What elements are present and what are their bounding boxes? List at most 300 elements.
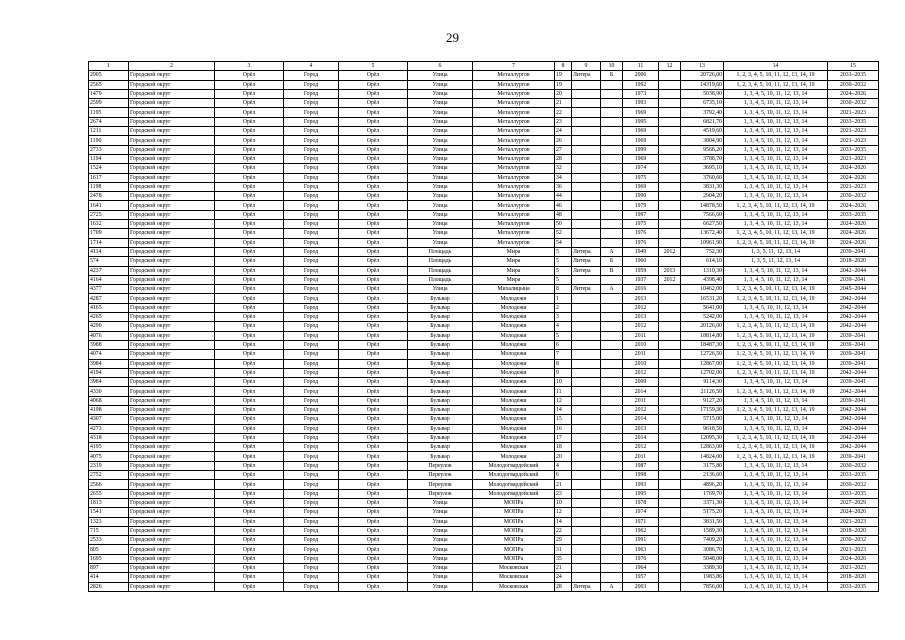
table-cell [659,471,681,480]
table-cell [572,99,601,108]
header-cell: 7 [473,62,555,71]
table-cell: 26 [555,136,572,145]
table-cell: Орёл [215,489,284,498]
table-cell: Бульвар [408,331,473,340]
table-cell: Городской округ [129,285,215,294]
table-cell: Литера [572,285,601,294]
table-cell: Металлургов [473,80,555,89]
table-cell: 1, 2, 3, 4, 5, 10, 11, 12, 13, 14, 19 [724,405,828,414]
table-cell [659,108,681,117]
table-row [89,117,879,126]
table-cell: Орёл [339,471,408,480]
table-cell [601,396,623,405]
header-cell: 1 [89,62,129,71]
table-cell [572,173,601,182]
table-cell [572,220,601,229]
table-cell: Орёл [215,452,284,461]
table-cell: Город [284,433,339,442]
table-row [89,164,879,173]
table-cell: 1974 [623,164,659,173]
table-cell: 20726,00 [681,71,724,80]
table-cell: 1995 [623,117,659,126]
table-cell: Улица [408,145,473,154]
header-cell: 6 [408,62,473,71]
table-cell [659,508,681,517]
table-cell: Орёл [339,582,408,591]
table-cell: 1979 [623,201,659,210]
table-cell: Орёл [339,182,408,191]
table-cell: Орёл [215,498,284,507]
table-cell: 1, 3, 4, 5, 10, 11, 12, 13, 14 [724,210,828,219]
table-cell: 23 [555,117,572,126]
table-cell: Бульвар [408,294,473,303]
table-cell [659,99,681,108]
table-cell: Металлургов [473,108,555,117]
table-cell: 1, 2, 3, 4, 5, 10, 11, 12, 13, 14, 19 [724,350,828,359]
table-cell: 2012 [659,247,681,256]
table-cell: 9127,20 [681,396,724,405]
table-cell: 3831,30 [681,182,724,191]
table-cell [659,387,681,396]
table-cell [572,573,601,582]
table-cell: Городской округ [129,368,215,377]
table-cell: Бульвар [408,396,473,405]
table-cell: Орёл [339,117,408,126]
table-cell [572,275,601,284]
table-cell: Орёл [339,378,408,387]
table-cell: 2042–2044 [828,294,879,303]
table-cell: Городской округ [129,433,215,442]
table-cell: Площадь [408,257,473,266]
table-cell: 21 [555,564,572,573]
table-cell: Городской округ [129,266,215,275]
table-cell: 1, 3, 4, 5, 10, 11, 12, 13, 14 [724,508,828,517]
table-cell [659,545,681,554]
table-cell: 54 [555,238,572,247]
table-cell: Молодежи [473,368,555,377]
table-cell: Орёл [339,359,408,368]
table-cell: 9 [555,368,572,377]
table-cell: 4076 [89,331,129,340]
table-cell: 5641,00 [681,303,724,312]
table-cell: 1714 [89,238,129,247]
table-row [89,508,879,517]
table-cell: Площадь [408,275,473,284]
table-cell: 2136,60 [681,471,724,480]
table-cell [601,340,623,349]
table-cell [572,229,601,238]
table-cell: Город [284,127,339,136]
table-cell [572,536,601,545]
table-cell: 1, 2, 3, 4, 5, 10, 11, 12, 13, 14, 19 [724,443,828,452]
table-cell: 1, 3, 4, 5, 10, 11, 12, 13, 14 [724,117,828,126]
table-cell: Город [284,154,339,163]
table-cell: Бульвар [408,433,473,442]
table-cell: Переулок [408,471,473,480]
table-cell: 805 [89,545,129,554]
table-cell: Городской округ [129,89,215,98]
table-cell: 10961,90 [681,238,724,247]
table-cell: Московская [473,564,555,573]
table-cell [601,378,623,387]
table-cell: 2039–2041 [828,350,879,359]
table-cell: Орёл [339,285,408,294]
table-cell: 34 [555,173,572,182]
table-cell: 1999 [623,145,659,154]
table-cell: Улица [408,117,473,126]
table-row [89,257,879,266]
table-cell: 1, 3, 4, 5, 10, 11, 12, 13, 14 [724,536,828,545]
table-cell [659,526,681,535]
table-cell: Город [284,424,339,433]
table-cell: 3804,90 [681,136,724,145]
table-row [89,489,879,498]
header-cell: 14 [724,62,828,71]
table-cell: 3695,10 [681,164,724,173]
table-cell: 4068 [89,396,129,405]
table-cell: Город [284,461,339,470]
table-cell: Улица [408,238,473,247]
header-row [89,62,879,71]
table-cell: Улица [408,108,473,117]
table-cell: 50 [555,220,572,229]
table-row [89,526,879,535]
table-row [89,266,879,275]
table-cell [572,378,601,387]
table-cell: Бульвар [408,303,473,312]
table-row [89,480,879,489]
table-row [89,322,879,331]
table-row [89,340,879,349]
table-cell [572,136,601,145]
table-cell: Городской округ [129,489,215,498]
table-cell [601,545,623,554]
table-cell: 1983,86 [681,573,724,582]
table-cell: 4307 [89,415,129,424]
table-row [89,471,879,480]
table-cell: Улица [408,285,473,294]
table-cell [601,480,623,489]
table-cell: Орёл [215,164,284,173]
table-cell [572,340,601,349]
table-cell: Орёл [215,368,284,377]
table-row [89,192,879,201]
table-cell: 2042–2044 [828,266,879,275]
table-row [89,127,879,136]
table-cell: МОПРа [473,545,555,554]
table-cell: 2905 [89,71,129,80]
table-cell: Металлургов [473,136,555,145]
table-cell: 2042–2044 [828,405,879,414]
table-cell: Орёл [339,136,408,145]
table-row [89,424,879,433]
table-cell: 1957 [623,573,659,582]
table-cell: Городской округ [129,405,215,414]
table-cell: Городской округ [129,350,215,359]
table-cell: Орёл [339,89,408,98]
table-row [89,285,879,294]
table-cell: 1198 [89,182,129,191]
table-cell: 12 [555,396,572,405]
table-cell: 4896,20 [681,480,724,489]
table-cell: 1195 [89,108,129,117]
table-cell [601,108,623,117]
table-cell: 1813 [89,498,129,507]
table-cell: 1, 3, 4, 5, 10, 11, 12, 13, 14 [724,173,828,182]
table-cell: Улица [408,127,473,136]
table-row [89,201,879,210]
table-cell: 5 [555,331,572,340]
table-cell: Городской округ [129,508,215,517]
table-cell: Орёл [339,415,408,424]
table-cell: Город [284,489,339,498]
table-cell: Городской округ [129,220,215,229]
table-cell: 2478 [89,192,129,201]
table-cell: 4165 [89,303,129,312]
table-cell: 1, 3, 4, 5, 10, 11, 12, 13, 14 [724,526,828,535]
table-cell: 2674 [89,117,129,126]
table-cell: Городской округ [129,71,215,80]
header-cell: 11 [623,62,659,71]
table-cell [601,433,623,442]
table-cell: 5 [555,257,572,266]
table-cell [572,294,601,303]
table-cell: 1959 [623,266,659,275]
table-cell: 17159,30 [681,405,724,414]
table-cell: 1524 [89,164,129,173]
table-row [89,145,879,154]
table-cell: 20126,00 [681,322,724,331]
header-cell: 5 [339,62,408,71]
table-cell [601,489,623,498]
table-cell: 1, 3, 4, 5, 10, 11, 12, 13, 14 [724,471,828,480]
table-cell [659,517,681,526]
header-cell: 12 [659,62,681,71]
table-cell: Орёл [339,498,408,507]
table-cell [601,564,623,573]
table-cell: Орёл [339,220,408,229]
table-cell: Городской округ [129,564,215,573]
table-cell: Орёл [215,285,284,294]
table-cell [601,405,623,414]
table-cell: 1 [555,294,572,303]
table-cell: 4318 [89,433,129,442]
header-cell: 2 [129,62,215,71]
table-cell: Переулок [408,489,473,498]
table-cell [601,164,623,173]
table-cell: 4114 [89,247,129,256]
table-row [89,517,879,526]
table-cell [572,303,601,312]
table-cell: Орёл [215,192,284,201]
table-cell: Орёл [339,108,408,117]
table-cell: 12867,00 [681,359,724,368]
table-cell [659,461,681,470]
table-cell: А [601,285,623,294]
table-cell: 2033–2035 [828,71,879,80]
table-cell: Бульвар [408,387,473,396]
table-cell: 1, 3, 4, 5, 10, 11, 12, 13, 14 [724,396,828,405]
table-cell: 1, 2, 3, 4, 5, 10, 11, 12, 13, 14, 19 [724,71,828,80]
table-cell: Орёл [339,387,408,396]
table-cell: Бульвар [408,424,473,433]
table-cell: 1641 [89,201,129,210]
table-cell: Орёл [215,415,284,424]
table-cell: Городской округ [129,322,215,331]
table-cell [601,80,623,89]
table-cell: Улица [408,220,473,229]
table-cell: Орёл [215,387,284,396]
table-cell: 2039–2041 [828,331,879,340]
table-cell: Улица [408,564,473,573]
table-cell: 2024–2026 [828,220,879,229]
table-cell: 17 [555,433,572,442]
table-cell: 4164 [89,275,129,284]
table-cell: Орёл [215,108,284,117]
table-cell [659,164,681,173]
table-cell: Литера [572,71,601,80]
table-cell: Город [284,526,339,535]
table-cell: 22 [555,108,572,117]
table-cell: 1632 [89,220,129,229]
table-row [89,564,879,573]
table-cell: 2021–2023 [828,154,879,163]
table-cell: 1211 [89,127,129,136]
table-row [89,154,879,163]
table-cell: 2021–2023 [828,136,879,145]
table-cell: 2039–2041 [828,359,879,368]
table-cell: 752,30 [681,247,724,256]
table-cell: 2033–2035 [828,117,879,126]
table-cell: 4377 [89,285,129,294]
table-cell: Металлургов [473,164,555,173]
table-cell: Город [284,210,339,219]
table-cell: Городской округ [129,154,215,163]
table-row [89,238,879,247]
table-cell: 23 [555,489,572,498]
table-cell: 2030–2032 [828,80,879,89]
table-cell: 18814,80 [681,331,724,340]
table-cell: 8 [555,359,572,368]
table-cell: Городской округ [129,331,215,340]
table-cell: Город [284,285,339,294]
table-cell: 6 [555,471,572,480]
table-cell: Орёл [215,405,284,414]
table-cell: Орёл [215,526,284,535]
table-cell [572,508,601,517]
table-cell [601,201,623,210]
table-cell: Мира [473,266,555,275]
table-row [89,80,879,89]
table-cell: Орёл [215,201,284,210]
table-cell: Металлургов [473,154,555,163]
table-cell: Орёл [215,424,284,433]
table-cell: 1, 3, 4, 5, 10, 11, 12, 13, 14 [724,461,828,470]
table-cell: Бульвар [408,313,473,322]
table-cell: 1969 [623,182,659,191]
table-cell: Город [284,173,339,182]
table-cell [572,350,601,359]
table-cell: Город [284,452,339,461]
table-cell: Город [284,71,339,80]
table-cell: 2024–2026 [828,201,879,210]
table-cell: Город [284,554,339,563]
table-cell: 2042–2044 [828,424,879,433]
table-cell: Мира [473,257,555,266]
table-cell: 5 [555,266,572,275]
table-cell [572,517,601,526]
table-cell [659,257,681,266]
table-cell: 1962 [623,526,659,535]
table-cell: Городской округ [129,201,215,210]
table-cell [659,331,681,340]
table-cell: МОПРа [473,536,555,545]
table-cell: Город [284,201,339,210]
table-cell: Орёл [215,275,284,284]
table-cell: Улица [408,154,473,163]
table-row [89,433,879,442]
table-cell: Город [284,331,339,340]
table-cell: Городской округ [129,313,215,322]
header-cell: 13 [681,62,724,71]
table-cell: 1990 [623,192,659,201]
table-cell: Орёл [339,275,408,284]
table-cell: 2042–2044 [828,387,879,396]
table-cell: 1997 [623,210,659,219]
table-cell: 31 [555,545,572,554]
table-cell: 2024–2026 [828,89,879,98]
table-cell [572,433,601,442]
table-cell: 2013 [623,424,659,433]
table-cell [572,154,601,163]
table-cell: 1, 2, 3, 4, 5, 10, 11, 12, 13, 14, 19 [724,331,828,340]
table-cell: Город [284,145,339,154]
table-cell: Молодежи [473,340,555,349]
table-cell: 1, 3, 4, 5, 10, 11, 12, 13, 14 [724,192,828,201]
table-cell [659,89,681,98]
table-cell: 2030–2032 [828,192,879,201]
table-cell [572,545,601,554]
table-cell: 4074 [89,350,129,359]
table-cell [572,164,601,173]
table-cell: 3792,40 [681,108,724,117]
table-cell: 19 [555,71,572,80]
table-cell: Город [284,322,339,331]
table-cell: 3086,70 [681,545,724,554]
table-cell: Молодежи [473,405,555,414]
table-cell: 2010 [623,359,659,368]
table-cell: Орёл [215,461,284,470]
table-cell: 1, 3, 4, 5, 10, 11, 12, 13, 14 [724,313,828,322]
table-cell: 2014 [623,387,659,396]
table-cell [601,471,623,480]
table-cell: 2752 [89,471,129,480]
table-cell: Город [284,359,339,368]
table-cell [601,313,623,322]
table-cell: 1, 2, 3, 4, 5, 10, 11, 12, 13, 14, 19 [724,285,828,294]
table-cell: 1589,30 [681,526,724,535]
table-cell: Металлургов [473,210,555,219]
table-cell: 2033–2035 [828,582,879,591]
table-cell: Орёл [339,452,408,461]
table-cell: Металлургов [473,192,555,201]
table-cell: 3 [555,313,572,322]
table-cell: Городской округ [129,238,215,247]
table-cell: 2021–2023 [828,517,879,526]
table-cell: 1991 [623,536,659,545]
table-cell: Городской округ [129,378,215,387]
table-cell [659,303,681,312]
